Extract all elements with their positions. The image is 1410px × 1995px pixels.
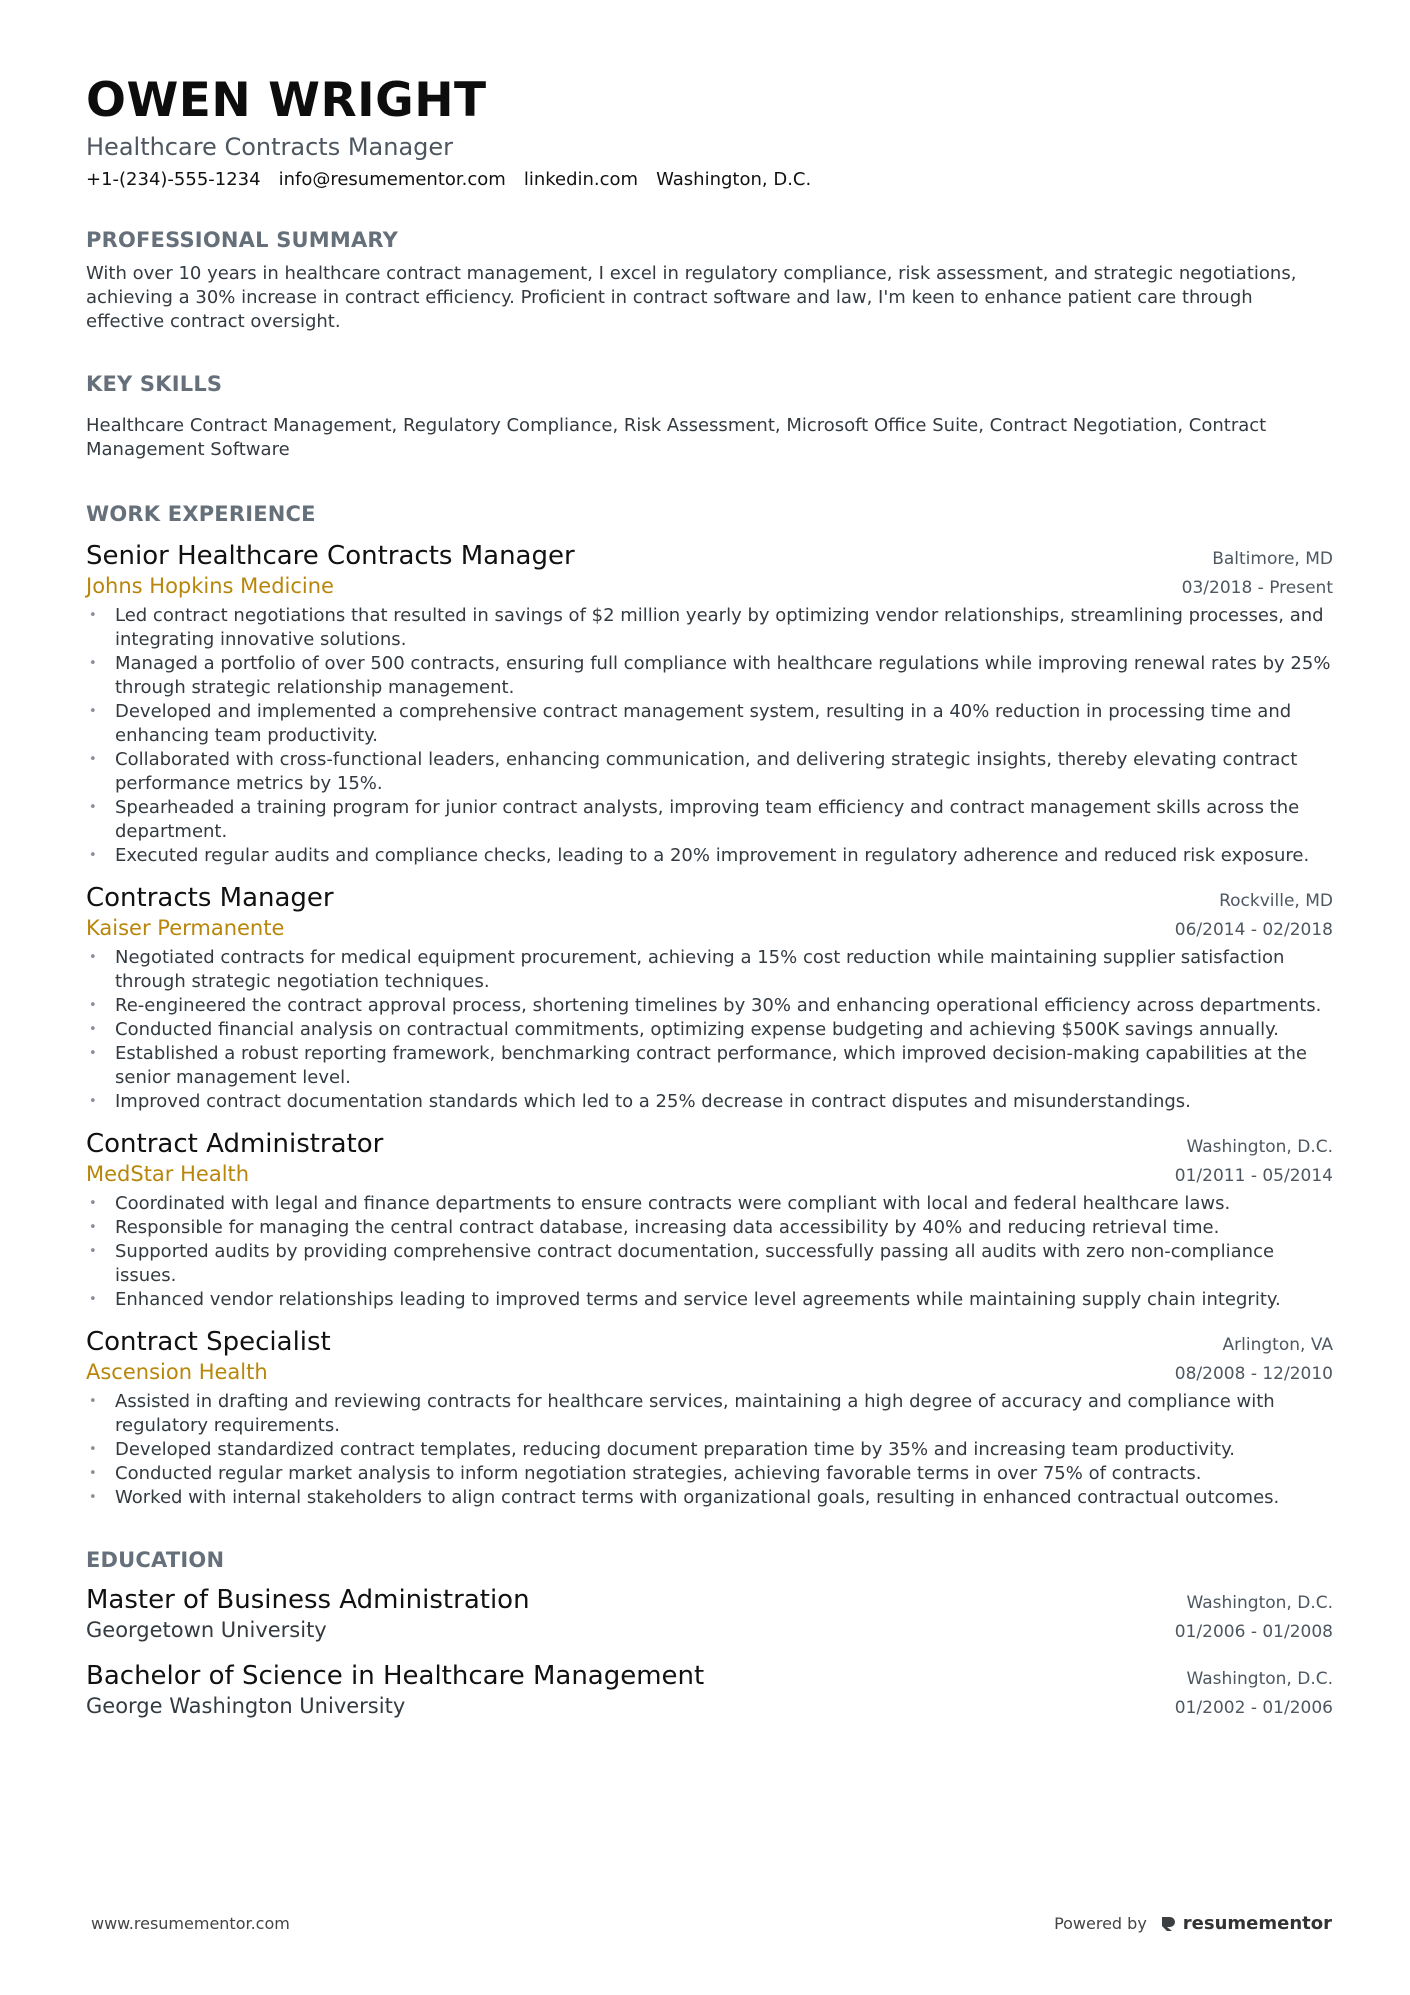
- contact-email[interactable]: info@resumementor.com: [278, 169, 506, 190]
- bullet-item: • Worked with internal stakeholders to align contract terms with organizational goals, resulting in enhanced contractual outcomes.: [86, 1486, 1333, 1510]
- work-experience-section: [86, 500, 1333, 1510]
- education-entry: [86, 1584, 1333, 1644]
- school-name: George Washington University: [86, 1694, 406, 1718]
- skills-heading: KEY SKILLS: [86, 372, 223, 396]
- job-bullets: [86, 1192, 1333, 1312]
- job-title: Senior Healthcare Contracts Manager: [86, 541, 575, 571]
- bullet-item: • Enhanced vendor relationships leading to improved terms and service level agreements while maintaining supply chain integrity.: [86, 1288, 1333, 1312]
- degree-title: Bachelor of Science in Healthcare Management: [86, 1661, 705, 1691]
- bullet-item: • Responsible for managing the central contract database, increasing data accessibility by 40% and reducing retrieval time.: [86, 1216, 1333, 1240]
- job-dates: 03/2018 - Present: [1181, 578, 1333, 598]
- job-bullets: [86, 946, 1333, 1114]
- skills-text: Healthcare Contract Management, Regulatory Compliance, Risk Assessment, Microsoft Office Suite, Contract Negotiation, Contract Management Software: [86, 415, 1267, 460]
- education-heading: EDUCATION: [86, 1548, 225, 1572]
- work-heading: WORK EXPERIENCE: [86, 502, 316, 526]
- job-title: Contracts Manager: [86, 883, 334, 913]
- bullet-item: • Conducted regular market analysis to inform negotiation strategies, achieving favorable terms in over 75% of contracts.: [86, 1462, 1333, 1486]
- job-entry: [86, 1326, 1333, 1510]
- education-location: Washington, D.C.: [1186, 1593, 1333, 1613]
- bullet-item: • Developed and implemented a comprehensive contract management system, resulting in a 40% reduction in processing time and enhancing team productivity.: [86, 700, 1333, 748]
- bullet-item: • Supported audits by providing comprehensive contract documentation, successfully passing all audits with zero non-compliance issues.: [86, 1240, 1333, 1288]
- summary-heading: PROFESSIONAL SUMMARY: [86, 228, 399, 252]
- contact-location: Washington, D.C.: [656, 169, 812, 190]
- job-title: Contract Specialist: [86, 1327, 331, 1357]
- bullet-item: • Collaborated with cross-functional leaders, enhancing communication, and delivering strategic insights, thereby elevating contract performance metrics by 15%.: [86, 748, 1333, 796]
- candidate-headline: Healthcare Contracts Manager: [86, 133, 454, 161]
- powered-by: [1054, 1913, 1332, 1934]
- degree-title: Master of Business Administration: [86, 1585, 530, 1615]
- school-name: Georgetown University: [86, 1618, 327, 1642]
- job-location: Baltimore, MD: [1212, 549, 1333, 569]
- job-title: Contract Administrator: [86, 1129, 384, 1159]
- brand-logo[interactable]: [1159, 1913, 1332, 1934]
- bullet-item: • Conducted financial analysis on contractual commitments, optimizing expense budgeting and achieving $500K savings annually.: [86, 1018, 1333, 1042]
- job-entry: [86, 1128, 1333, 1312]
- job-bullets: [86, 604, 1333, 868]
- job-location: Rockville, MD: [1219, 891, 1333, 911]
- bullet-item: • Negotiated contracts for medical equipment procurement, achieving a 15% cost reduction while maintaining supplier satisfaction through strategic negotiation techniques.: [86, 946, 1333, 994]
- powered-by-label: Powered by: [1054, 1914, 1147, 1933]
- resumementor-logo-icon: [1159, 1915, 1177, 1933]
- bullet-item: • Coordinated with legal and finance departments to ensure contracts were compliant with local and federal healthcare laws.: [86, 1192, 1333, 1216]
- candidate-name: OWEN WRIGHT: [86, 73, 487, 128]
- job-entry: [86, 882, 1333, 1114]
- job-entry: [86, 540, 1333, 868]
- contact-linkedin[interactable]: linkedin.com: [523, 169, 639, 190]
- job-company: MedStar Health: [86, 1162, 250, 1186]
- footer-website-link[interactable]: www.resumementor.com: [91, 1914, 290, 1933]
- contact-bar: [86, 168, 1333, 192]
- education-dates: 01/2002 - 01/2006: [1174, 1698, 1333, 1718]
- bullet-item: • Established a robust reporting framework, benchmarking contract performance, which improved decision-making capabilities at the senior management level.: [86, 1042, 1333, 1090]
- job-dates: 08/2008 - 12/2010: [1174, 1364, 1333, 1384]
- bullet-item: • Executed regular audits and compliance checks, leading to a 20% improvement in regulatory adherence and reduced risk exposure.: [86, 844, 1333, 868]
- skills-section: [86, 370, 1333, 462]
- job-dates: 06/2014 - 02/2018: [1174, 920, 1333, 940]
- resume-page: [86, 72, 1333, 1720]
- summary-section: [86, 226, 1333, 334]
- education-dates: 01/2006 - 01/2008: [1174, 1622, 1333, 1642]
- page-footer: [91, 1913, 1332, 1934]
- bullet-item: • Led contract negotiations that resulted in savings of $2 million yearly by optimizing vendor relationships, streamlining processes, and integrating innovative solutions.: [86, 604, 1333, 652]
- job-company: Ascension Health: [86, 1360, 268, 1384]
- bullet-item: • Re-engineered the contract approval process, shortening timelines by 30% and enhancing operational efficiency across departments.: [86, 994, 1333, 1018]
- job-company: Johns Hopkins Medicine: [86, 574, 334, 598]
- bullet-item: • Developed standardized contract templates, reducing document preparation time by 35% and increasing team productivity.: [86, 1438, 1333, 1462]
- bullet-item: • Assisted in drafting and reviewing contracts for healthcare services, maintaining a high degree of accuracy and compliance with regulatory requirements.: [86, 1390, 1333, 1438]
- summary-text: With over 10 years in healthcare contract management, I excel in regulatory compliance, risk assessment, and strategic negotiations, achieving a 30% increase in contract efficiency. Proficient in contract software and law, I'm keen to enhance patient care through effective contract oversight.: [86, 263, 1297, 332]
- job-location: Arlington, VA: [1222, 1335, 1333, 1355]
- job-dates: 01/2011 - 05/2014: [1174, 1166, 1333, 1186]
- bullet-item: • Spearheaded a training program for junior contract analysts, improving team efficiency and contract management skills across the department.: [86, 796, 1333, 844]
- job-company: Kaiser Permanente: [86, 916, 285, 940]
- bullet-item: • Improved contract documentation standards which led to a 25% decrease in contract disputes and misunderstandings.: [86, 1090, 1333, 1114]
- education-entry: [86, 1660, 1333, 1720]
- job-location: Washington, D.C.: [1186, 1137, 1333, 1157]
- bullet-item: • Managed a portfolio of over 500 contracts, ensuring full compliance with healthcare regulations while improving renewal rates by 25% through strategic relationship management.: [86, 652, 1333, 700]
- contact-phone[interactable]: +1-(234)-555-1234: [86, 169, 261, 190]
- brand-name: resumementor: [1182, 1913, 1332, 1934]
- job-bullets: [86, 1390, 1333, 1510]
- education-location: Washington, D.C.: [1186, 1669, 1333, 1689]
- education-section: [86, 1546, 1333, 1720]
